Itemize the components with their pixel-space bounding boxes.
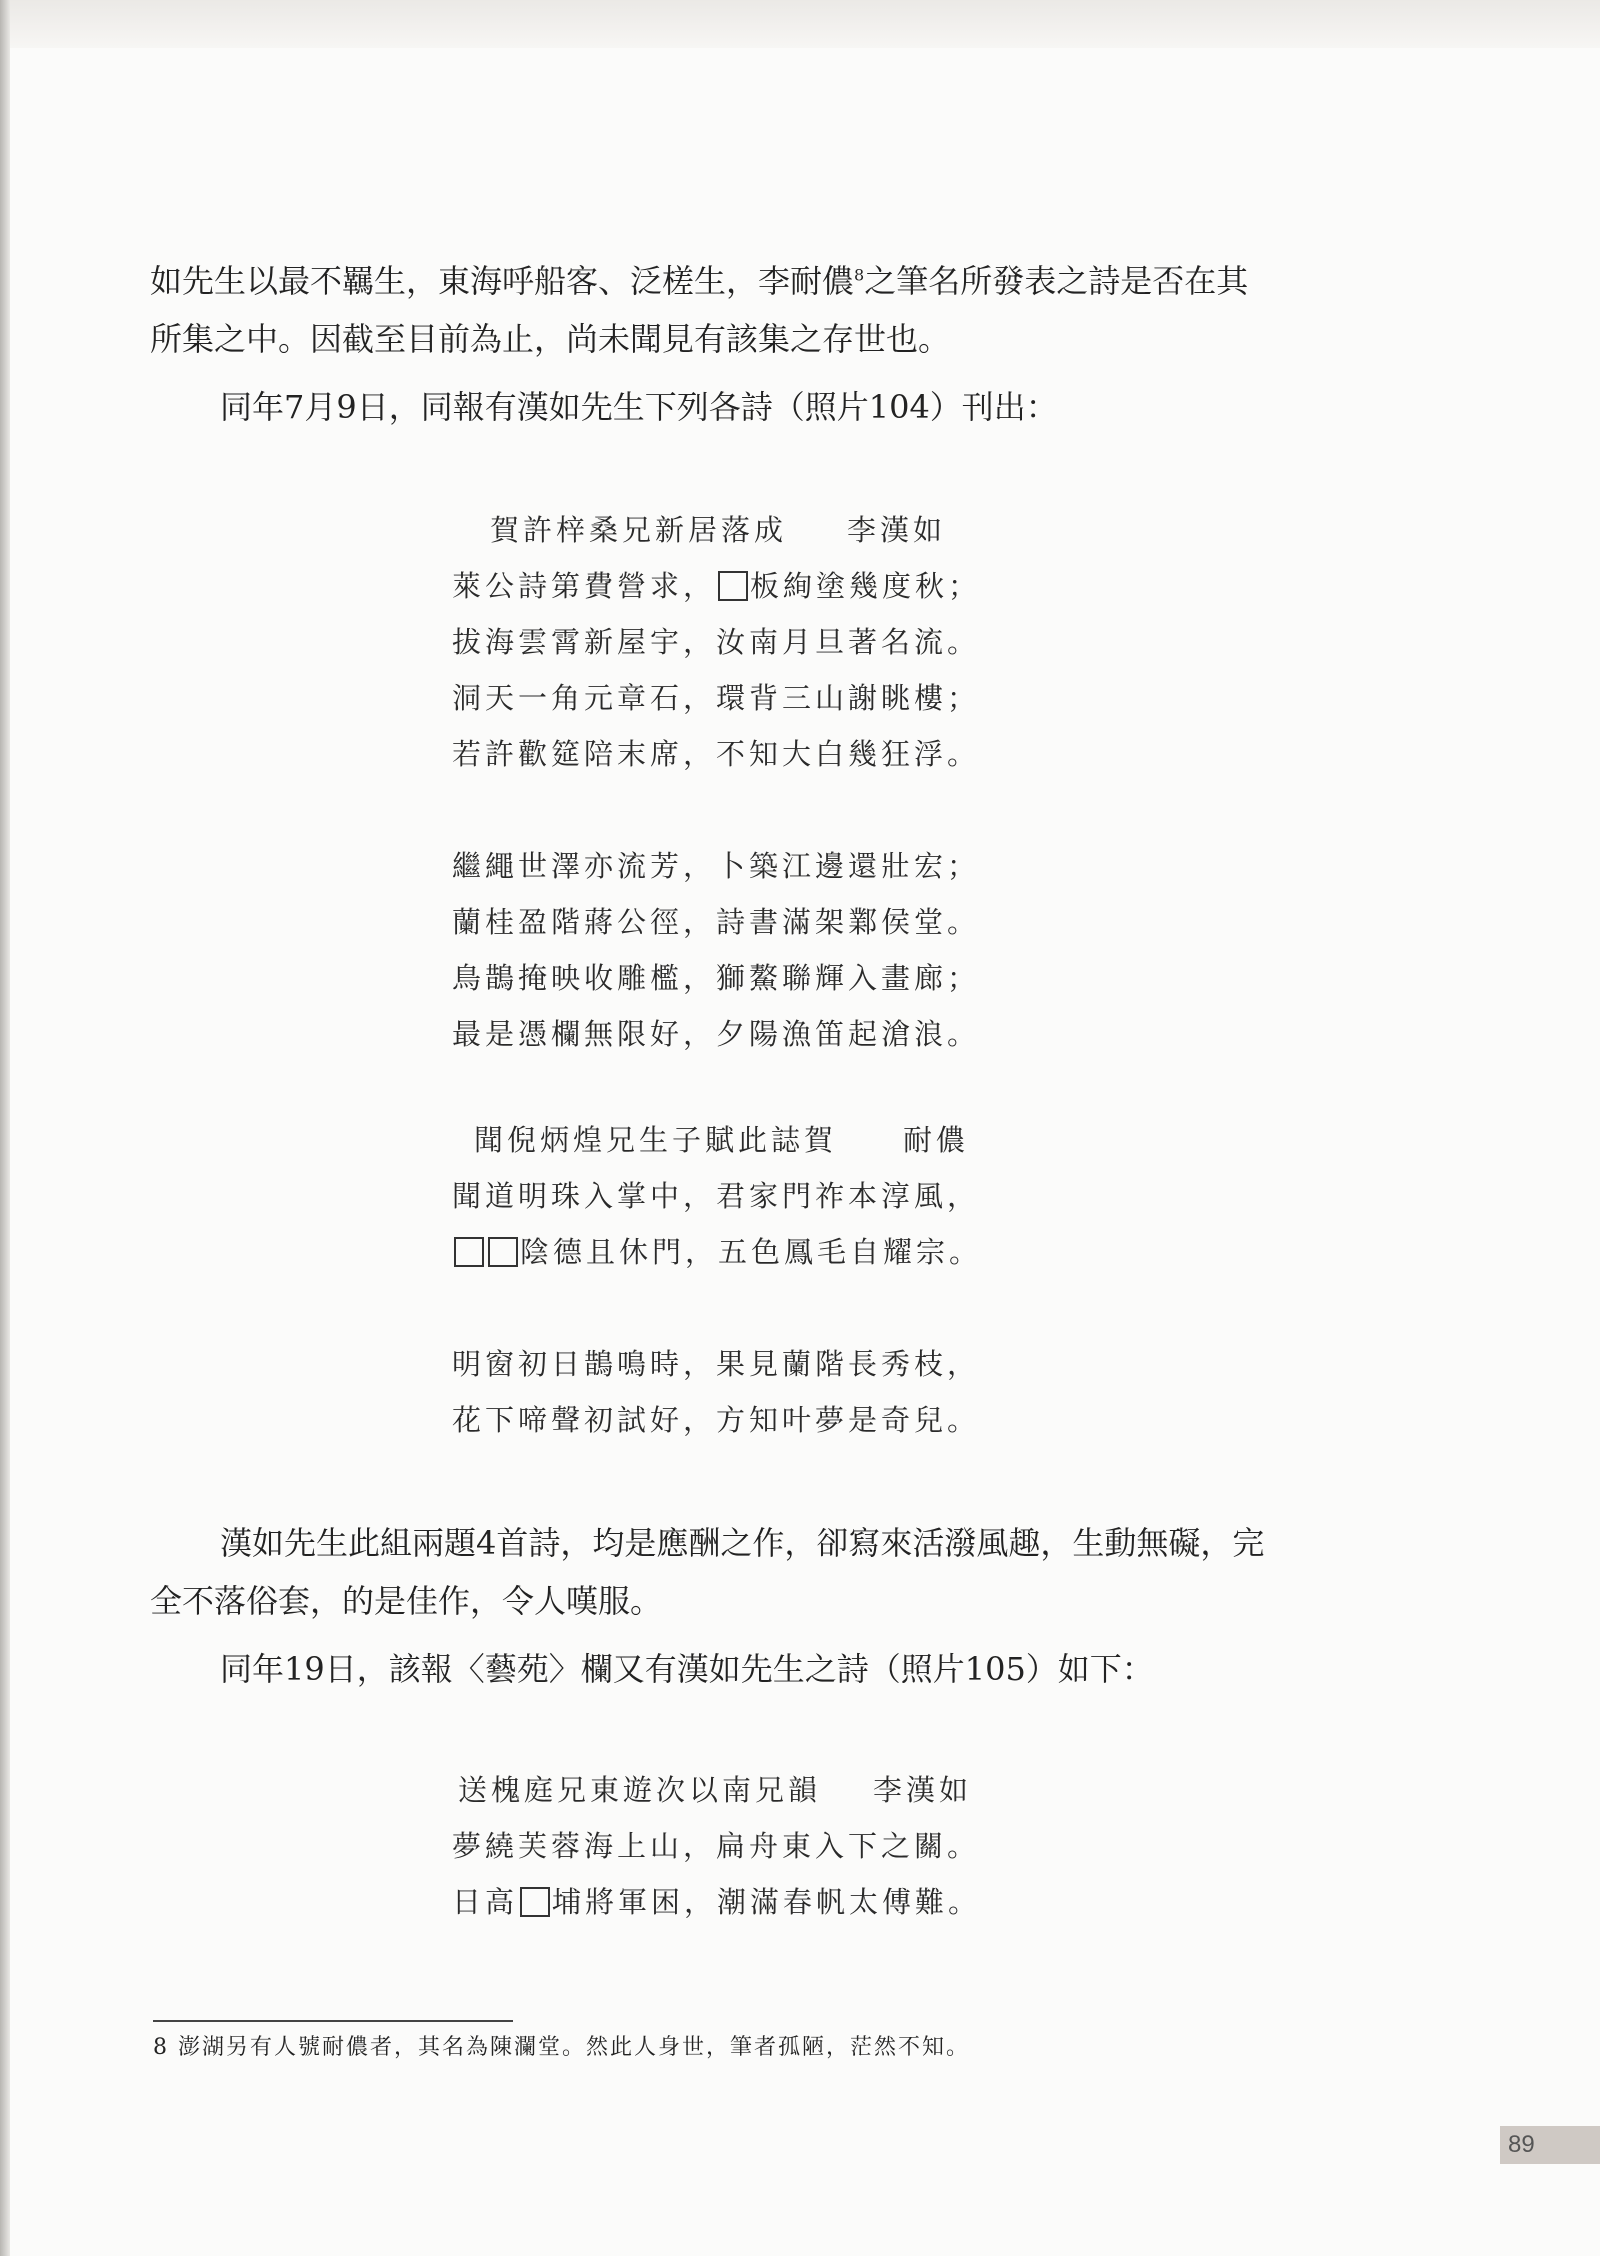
paragraph-1 bbox=[150, 252, 1350, 368]
paragraph-1-line-2: 所集之中。因截至目前為止，尚未聞見有該集之存世也。 bbox=[150, 320, 951, 358]
paragraph-1-line-1 bbox=[150, 252, 1350, 310]
footnote-marker: 8 bbox=[854, 265, 865, 285]
paragraph-4: 同年19日，該報〈藝苑〉欄又有漢如先生之詩（照片105）如下： bbox=[220, 1650, 1154, 1688]
poem-line-text: 板絢塗幾度秋； bbox=[750, 569, 982, 603]
poem-line: 拔海雲霄新屋宇，汝南月旦著名流。 bbox=[452, 625, 981, 659]
poem-line: 洞天一角元章石，環背三山謝眺樓； bbox=[452, 681, 981, 715]
poem-line bbox=[452, 1224, 1152, 1280]
missing-character-box bbox=[718, 571, 748, 601]
poem-line: 聞道明珠入掌中，君家門祚本淳風， bbox=[452, 1179, 981, 1213]
page-number: 89 bbox=[1500, 2126, 1600, 2164]
stanza-gap bbox=[452, 782, 1152, 838]
poem-line: 繼繩世澤亦流芳，卜築江邊還壯宏； bbox=[452, 849, 981, 883]
paragraph-3-line-2: 全不落俗套，的是佳作，令人嘆服。 bbox=[150, 1582, 663, 1620]
footnote: 8 澎湖另有人號耐儂者，其名為陳瀾堂。然此人身世，筆者孤陋，茫然不知。 bbox=[153, 2035, 970, 2060]
poem-line-text: 埔將軍困，潮滿春帆太傅難。 bbox=[552, 1885, 982, 1919]
poem-2-title: 聞倪炳煌兄生子賦此誌賀 bbox=[474, 1123, 838, 1157]
missing-character-box bbox=[520, 1887, 550, 1917]
poem-line bbox=[452, 558, 1152, 614]
footnote-rule bbox=[153, 2020, 513, 2022]
poem-line: 鳥鵲掩映收雕檻，獅鰲聯輝入畫廊； bbox=[452, 961, 981, 995]
poem-1-heading bbox=[452, 502, 1152, 558]
poem-line bbox=[452, 1874, 1152, 1930]
paragraph-1-text-b: 之筆名所發表之詩是否在其 bbox=[864, 262, 1249, 300]
poem-1-title: 賀許梓桑兄新居落成 bbox=[490, 513, 788, 547]
poem-line-text: 陰德且休門，五色鳳毛自耀宗。 bbox=[520, 1235, 983, 1269]
stanza-gap bbox=[452, 1280, 1152, 1336]
poem-line-text: 萊公詩第費營求， bbox=[452, 569, 717, 603]
poem-3-author: 李漢如 bbox=[873, 1773, 973, 1807]
poem-2-heading bbox=[452, 1112, 1152, 1168]
paragraph-3 bbox=[150, 1514, 1350, 1630]
poem-2-author: 耐儂 bbox=[903, 1123, 970, 1157]
poem-3 bbox=[452, 1762, 1152, 1930]
page-top-shading bbox=[10, 0, 1600, 48]
poem-line: 夢繞芙蓉海上山，扁舟東入下之關。 bbox=[452, 1829, 981, 1863]
paragraph-3-line-1: 漢如先生此組兩題4首詩，均是應酬之作，卻寫來活潑風趣，生動無礙，完 bbox=[220, 1524, 1265, 1562]
poem-line-text: 日高 bbox=[452, 1885, 519, 1919]
poem-3-heading bbox=[452, 1762, 1152, 1818]
missing-character-box bbox=[488, 1237, 518, 1267]
poem-line: 蘭桂盈階蔣公徑，詩書滿架鄴侯堂。 bbox=[452, 905, 981, 939]
poem-line: 若許歡筵陪末席，不知大白幾狂浮。 bbox=[452, 737, 981, 771]
poem-line: 最是憑欄無限好，夕陽漁笛起滄浪。 bbox=[452, 1017, 981, 1051]
paragraph-2: 同年7月9日，同報有漢如先生下列各詩（照片104）刊出： bbox=[220, 388, 1058, 426]
poem-line: 花下啼聲初試好，方知叶夢是奇兒。 bbox=[452, 1403, 981, 1437]
paragraph-1-text-a: 如先生以最不羈生，東海呼船客、泛槎生，李耐儂 bbox=[150, 262, 855, 300]
poem-3-title: 送槐庭兄東遊次以南兄韻 bbox=[458, 1773, 822, 1807]
poem-2 bbox=[452, 1112, 1152, 1448]
poem-1-author: 李漢如 bbox=[847, 513, 947, 547]
book-spine-shadow bbox=[0, 0, 10, 2256]
poem-line: 明窗初日鵲鳴時，果見蘭階長秀枝， bbox=[452, 1347, 981, 1381]
missing-character-box bbox=[454, 1237, 484, 1267]
poem-1 bbox=[452, 502, 1152, 1062]
